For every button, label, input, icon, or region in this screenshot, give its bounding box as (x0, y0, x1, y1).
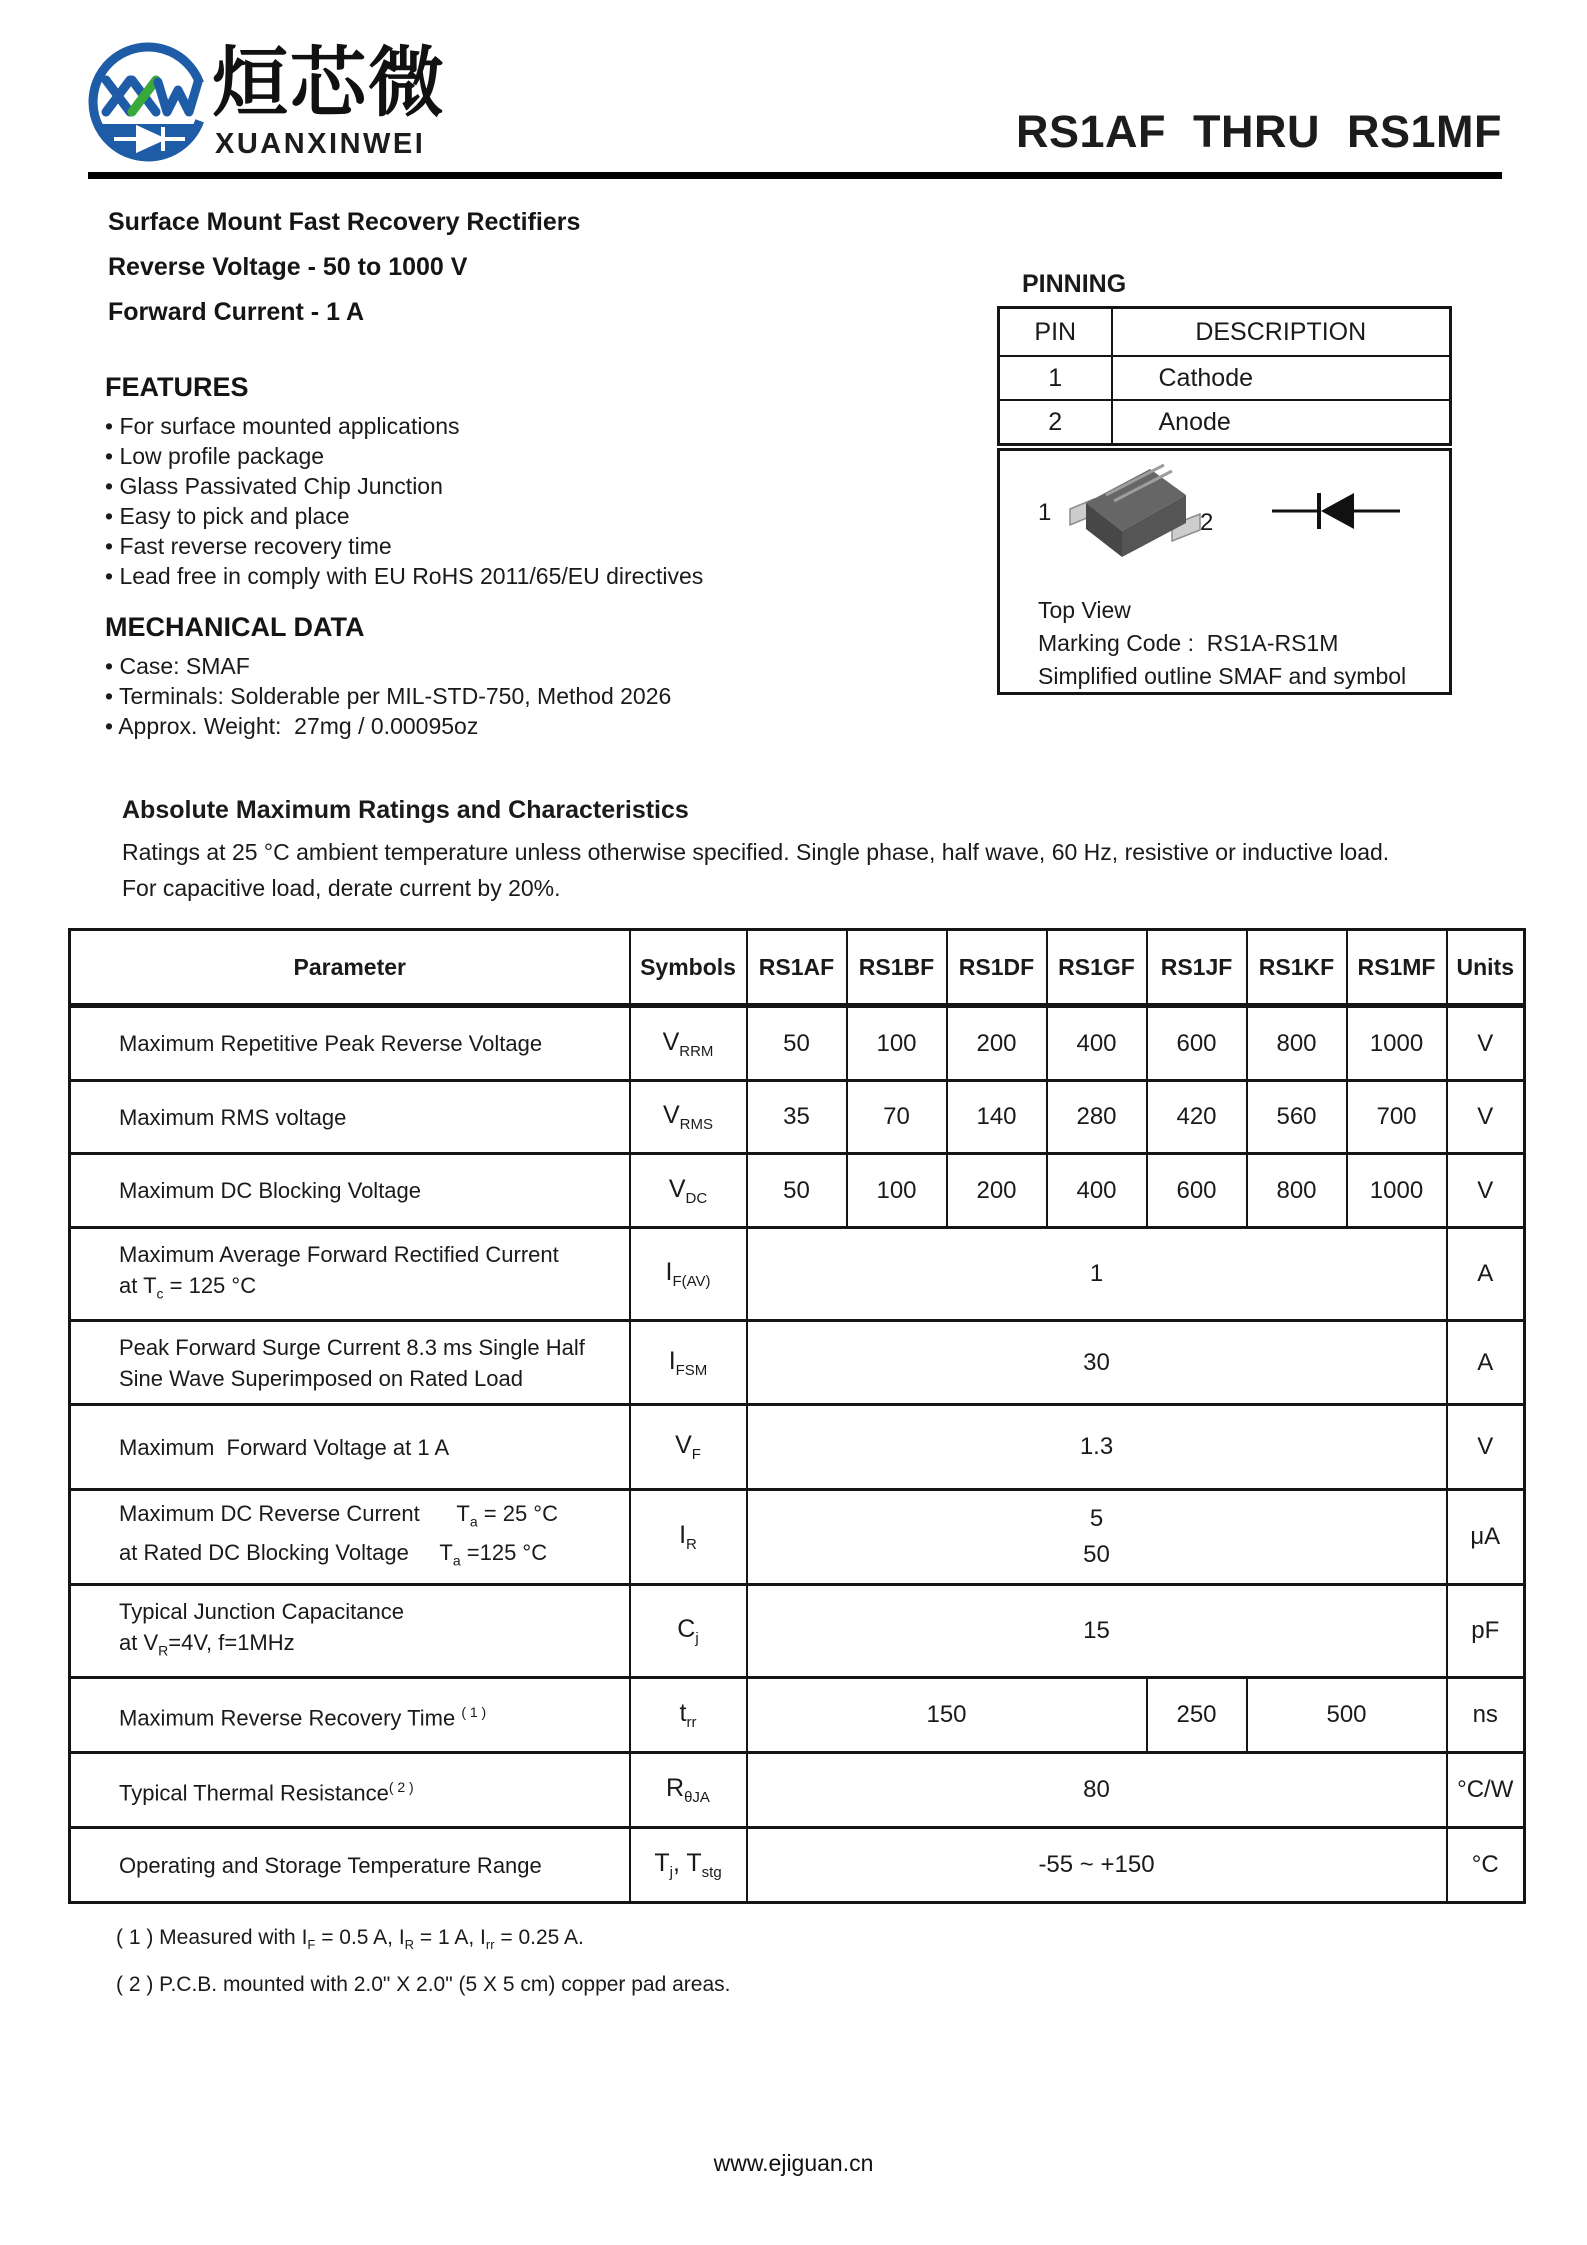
pinning-table (997, 306, 1452, 446)
unit-cell: V (1447, 1154, 1525, 1228)
page-footer (0, 2150, 1587, 2177)
column-header-rs1jf: RS1JF (1147, 930, 1247, 1006)
feature-item: • Low profile package (105, 441, 703, 471)
ratings-description (122, 834, 1389, 906)
parameter-cell: Maximum Average Forward Rectified Current at $T_c = 125$ °C (70, 1228, 630, 1321)
unit-cell: A (1447, 1321, 1525, 1405)
unit-cell: A (1447, 1228, 1525, 1321)
pin-description: Cathode (1112, 356, 1451, 400)
value-cell: 250 (1147, 1678, 1247, 1753)
subtitle-line: Forward Current - 1 A (108, 298, 365, 326)
package-drawing (1068, 461, 1203, 571)
column-header-rs1df: RS1DF (947, 930, 1047, 1006)
pin-number: 1 (999, 356, 1112, 400)
parameter-cell: Maximum DC Blocking Voltage (70, 1154, 630, 1228)
features-section (105, 372, 703, 591)
parameter-cell: Maximum RMS voltage (70, 1081, 630, 1154)
table-row (70, 1081, 1525, 1154)
symbol-cell: $C_j$ (630, 1585, 747, 1678)
pinning-row (999, 400, 1451, 445)
website-link[interactable]: www.ejiguan.cn (713, 2150, 874, 2176)
mechanical-data-heading: MECHANICAL DATA (105, 612, 365, 642)
unit-cell: ns (1447, 1678, 1525, 1753)
footnotes (116, 1918, 731, 2005)
feature-item: • Easy to pick and place (105, 501, 703, 531)
table-row (70, 1678, 1525, 1753)
table-row (70, 1321, 1525, 1405)
company-name-cn: 烜芯微 (212, 41, 446, 126)
feature-item: • Fast reverse recovery time (105, 531, 703, 561)
mechanical-item: • Terminals: Solderable per MIL-STD-750, Method 2026 (105, 681, 671, 711)
value-cell: 1 (747, 1228, 1447, 1321)
package-pin2-label: 2 (1200, 509, 1214, 536)
unit-cell: pF (1447, 1585, 1525, 1678)
parameter-cell: Peak Forward Surge Current 8.3 ms Single Half Sine Wave Superimposed on Rated Load (70, 1321, 630, 1405)
value-cell: 200 (947, 1006, 1047, 1081)
company-name-en: XUANXINWEI (215, 128, 426, 160)
value-cell: 400 (1047, 1154, 1147, 1228)
subtitle-line: Reverse Voltage - 50 to 1000 V (108, 253, 468, 281)
parameter-cell: Maximum Repetitive Peak Reverse Voltage (70, 1006, 630, 1081)
value-cell: 150 (747, 1678, 1147, 1753)
value-cell: 560 (1247, 1081, 1347, 1154)
column-header-symbols: Symbols (630, 930, 747, 1006)
symbol-cell: $t_{rr}$ (630, 1678, 747, 1753)
mechanical-item: • Case: SMAF (105, 651, 671, 681)
symbol-cell: $V_{RMS}$ (630, 1081, 747, 1154)
column-header-rs1af: RS1AF (747, 930, 847, 1006)
pinning-row (999, 356, 1451, 400)
value-cell: 140 (947, 1081, 1047, 1154)
package-marking-code: Marking Code : RS1A-RS1M (1038, 630, 1339, 656)
table-row (70, 1753, 1525, 1828)
header-rule (88, 172, 1502, 179)
value-cell: 100 (847, 1006, 947, 1081)
feature-item: • Glass Passivated Chip Junction (105, 471, 703, 501)
parameter-cell: Maximum Reverse Recovery Time $^{( 1 )}$ (70, 1678, 630, 1753)
table-row (70, 1490, 1525, 1585)
ratings-table (68, 928, 1526, 1904)
subtitle-line: Surface Mount Fast Recovery Rectifiers (108, 208, 581, 236)
table-row (70, 1828, 1525, 1903)
value-cell: 600 (1147, 1006, 1247, 1081)
column-header-units: Units (1447, 930, 1525, 1006)
value-cell: 600 (1147, 1154, 1247, 1228)
table-header-row (70, 930, 1525, 1006)
features-heading: FEATURES (105, 372, 249, 402)
pin-description: Anode (1112, 400, 1451, 445)
value-cell: 420 (1147, 1081, 1247, 1154)
pinning-header-pin: PIN (999, 308, 1112, 357)
ratings-table-body (70, 1006, 1525, 1903)
value-cell: 200 (947, 1154, 1047, 1228)
value-cell: 700 (1347, 1081, 1447, 1154)
value-cell: 800 (1247, 1154, 1347, 1228)
feature-item: • For surface mounted applications (105, 411, 703, 441)
parameter-cell: Typical Junction Capacitance at $V_R=4V$, f=1MHz (70, 1585, 630, 1678)
unit-cell: V (1447, 1006, 1525, 1081)
parameter-cell: Operating and Storage Temperature Range (70, 1828, 630, 1903)
ratings-description-line: Ratings at 25 °C ambient temperature unless otherwise specified. Single phase, half wave, 60 Hz, resistive or inductive load. (122, 839, 1390, 865)
column-header-rs1bf: RS1BF (847, 930, 947, 1006)
unit-cell: μA (1447, 1490, 1525, 1585)
column-header-rs1mf: RS1MF (1347, 930, 1447, 1006)
mechanical-item: • Approx. Weight: 27mg / 0.00095oz (105, 711, 671, 741)
symbol-cell: $I_R$ (630, 1490, 747, 1585)
value-cell: 35 (747, 1081, 847, 1154)
value-cell: 1.3 (747, 1405, 1447, 1490)
symbol-cell: $V_F$ (630, 1405, 747, 1490)
value-cell: 800 (1247, 1006, 1347, 1081)
value-cell: 80 (747, 1753, 1447, 1828)
pinning-heading: PINNING (1022, 270, 1127, 298)
pinning-header-description: DESCRIPTION (1112, 308, 1451, 357)
value-cell: 1000 (1347, 1154, 1447, 1228)
symbol-cell: $T_j$, $T_{stg}$ (630, 1828, 747, 1903)
package-view-label: Top View (1038, 597, 1131, 623)
unit-cell: °C (1447, 1828, 1525, 1903)
table-row (70, 1228, 1525, 1321)
value-cell: 15 (747, 1585, 1447, 1678)
subtitle-block (108, 200, 580, 335)
value-cell: 100 (847, 1154, 947, 1228)
package-outline-box (997, 448, 1452, 695)
table-row (70, 1006, 1525, 1081)
table-row (70, 1154, 1525, 1228)
parameter-cell: Maximum DC Reverse Current $T_a = 25$ °C at Rated DC Blocking Voltage $T_a =125$ °C (70, 1490, 630, 1585)
footnote: ( 1 ) Measured with $I_F = 0.5$ A, $I_R = 1$ A, $I_{rr} = 0.25$ A. (116, 1926, 584, 1953)
footnote: ( 2 ) P.C.B. mounted with 2.0" X 2.0" (5 X 5 cm) copper pad areas. (116, 1973, 731, 1997)
column-header-parameter: Parameter (70, 930, 630, 1006)
xxw-logo-icon (86, 40, 212, 170)
value-cell: 280 (1047, 1081, 1147, 1154)
unit-cell: V (1447, 1081, 1525, 1154)
value-cell: 500 (1247, 1678, 1447, 1753)
unit-cell: V (1447, 1405, 1525, 1490)
package-outline-caption: Simplified outline SMAF and symbol (1038, 663, 1407, 689)
table-row (70, 1585, 1525, 1678)
unit-cell: °C/W (1447, 1753, 1525, 1828)
table-row (70, 1405, 1525, 1490)
value-cell: 50 (747, 1154, 847, 1228)
value-cell: 30 (747, 1321, 1447, 1405)
symbol-cell: $V_{DC}$ (630, 1154, 747, 1228)
value-cell: -55 ~ +150 (747, 1828, 1447, 1903)
value-cell: 1000 (1347, 1006, 1447, 1081)
package-pin1-label: 1 (1038, 499, 1052, 526)
feature-item: • Lead free in comply with EU RoHS 2011/65/EU directives (105, 561, 703, 591)
ratings-description-line: For capacitive load, derate current by 20%. (122, 875, 561, 901)
column-header-rs1kf: RS1KF (1247, 930, 1347, 1006)
mechanical-data-section (105, 612, 671, 741)
ratings-heading: Absolute Maximum Ratings and Characteristics (122, 796, 689, 824)
value-cell: 5 50 (747, 1490, 1447, 1585)
symbol-cell: $I_{FSM}$ (630, 1321, 747, 1405)
value-cell: 70 (847, 1081, 947, 1154)
pin-number: 2 (999, 400, 1112, 445)
page-title: RS1AF THRU RS1MF (1015, 106, 1502, 157)
symbol-cell: $V_{RRM}$ (630, 1006, 747, 1081)
symbol-cell: $I_{F(AV)}$ (630, 1228, 747, 1321)
value-cell: 50 (747, 1006, 847, 1081)
diode-symbol-icon (1272, 491, 1402, 531)
symbol-cell: $R_{\theta JA}$ (630, 1753, 747, 1828)
value-cell: 400 (1047, 1006, 1147, 1081)
parameter-cell: Maximum Forward Voltage at 1 A (70, 1405, 630, 1490)
column-header-rs1gf: RS1GF (1047, 930, 1147, 1006)
parameter-cell: Typical Thermal Resistance$^{( 2 )}$ (70, 1753, 630, 1828)
